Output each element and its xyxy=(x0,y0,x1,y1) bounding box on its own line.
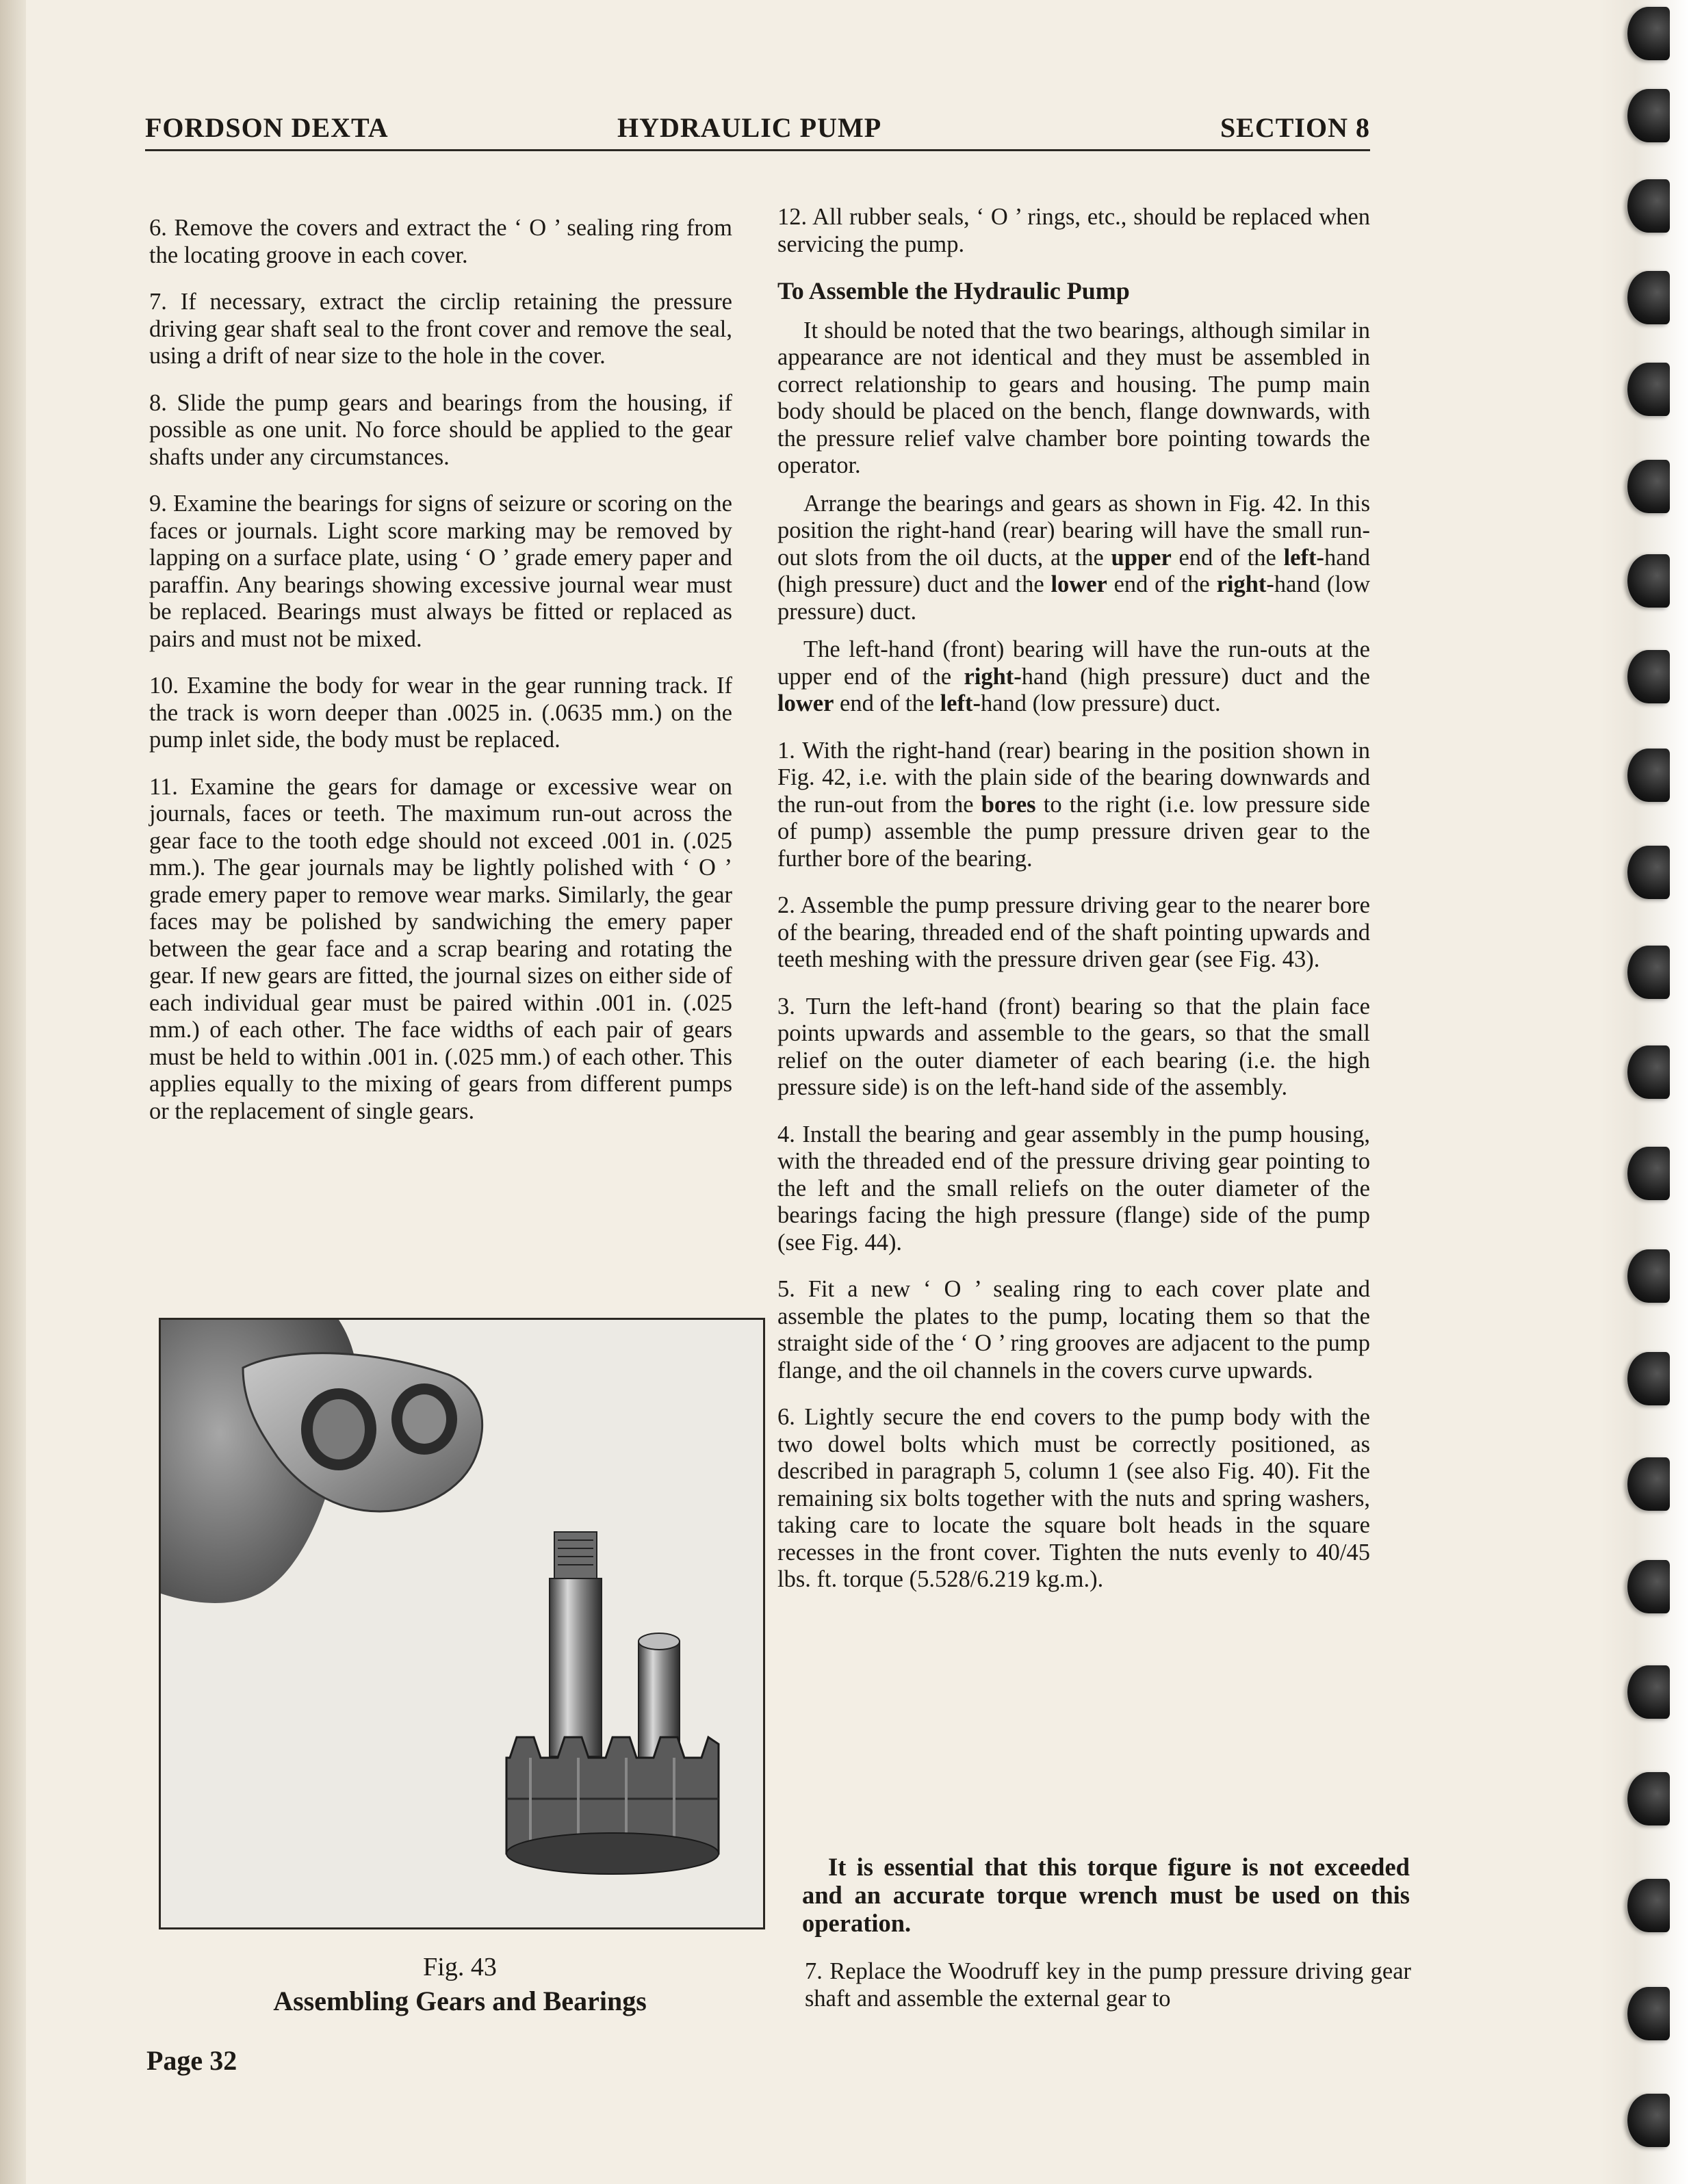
binding-ring xyxy=(1627,89,1670,142)
binding-ring xyxy=(1627,1665,1670,1719)
step-1: 1. With the right-hand (rear) bearing in the position shown in Fig. 42, i.e. with the plain side of the bearing downwards and the run-out from the bores to the right (i.e. low pressure side of pump) assemble the pump pressure driven gear to the further bore of the bearing. xyxy=(777,737,1370,872)
paragraph-8: 8. Slide the pump gears and bearings from the housing, if possible as one unit. No force should be applied to the gear shafts under any circumstances. xyxy=(149,389,732,470)
step-6: 6. Lightly secure the end covers to the pump body with the two dowel bolts which must be correctly positioned, as described in paragraph 5, column 1 (see also Fig. 40). Fit the remaining six bolts together with the nuts and spring washers, taking care to locate the square bolt heads in the square recesses in the front cover. Tighten the nuts evenly to 40/45 lbs. ft. torque (5.528/6.219 kg.m.). xyxy=(777,1404,1370,1592)
binding-ring xyxy=(1627,846,1670,899)
figure-caption xyxy=(159,1950,761,2018)
paragraph-11: 11. Examine the gears for damage or excessive wear on journals, faces or teeth. The maximum run-out across the gear face to the tooth edge should not exceed .001 in. (.025 mm.). The gear journals may be lightly polished with ‘ O ’ grade emery paper to remove wear marks. Similarly, the gear faces may be polished by sandwiching the emery paper between the gear face and a scrap bearing and rotating the gear. If new gears are fitted, the journal sizes on either side of each individual gear must be paired within .001 in. (.025 mm.) of each other. The face widths of each pair of gears must be held to within .001 in. (.025 mm.) of each other. This applies equally to the mixing of gears from different pumps or the replacement of single gears. xyxy=(149,773,732,1124)
binding-strip xyxy=(1600,0,1689,2184)
binding-ring xyxy=(1627,460,1670,513)
binding-ring xyxy=(1627,1045,1670,1099)
figure-43-photo xyxy=(159,1318,765,1929)
figure-title: Assembling Gears and Bearings xyxy=(273,1986,647,2016)
intro-paragraph-3: The left-hand (front) bearing will have the run-outs at the upper end of the right-hand (high pressure) duct and the lower end of the left-hand (low pressure) duct. xyxy=(777,636,1370,716)
torque-warning: It is essential that this torque figure is not exceeded and an accurate torque wrench must be used on this operation. xyxy=(802,1853,1410,1937)
step-2: 2. Assemble the pump pressure driving gear to the nearer bore of the bearing, threaded end of the shaft pointing upwards and teeth meshing with the pressure driven gear (see Fig. 43). xyxy=(777,892,1370,972)
gear-assembly-photo xyxy=(161,1320,763,1927)
binding-ring xyxy=(1627,749,1670,802)
binding-ring xyxy=(1627,554,1670,608)
paragraph-7: 7. If necessary, extract the circlip retaining the pressure driving gear shaft seal to the front cover and remove the seal, using a drift of near size to the hole in the cover. xyxy=(149,289,732,369)
intro-paragraph-1: It should be noted that the two bearings, although similar in appearance are not identical and they must be assembled in correct relationship to gears and housing. The pump main body should be placed on the bench, flange downwards, with the pressure relief valve chamber bore pointing towards the operator. xyxy=(777,317,1370,478)
binding-ring xyxy=(1627,1147,1670,1200)
binding-ring xyxy=(1627,1352,1670,1405)
section-label: SECTION 8 xyxy=(1220,112,1370,143)
intro-paragraph-2: Arrange the bearings and gears as shown in Fig. 42. In this position the right-hand (rear) bearing will have the small run-out slots from the oil ducts, at the upper end of the left-hand (high pressure) duct and the lower end of the right-hand (low pressure) duct. xyxy=(777,490,1371,625)
binding-ring xyxy=(1627,1249,1670,1303)
right-column xyxy=(777,204,1370,1613)
binding-ring xyxy=(1627,2094,1670,2147)
left-column xyxy=(149,215,732,1145)
step-7: 7. Replace the Woodruff key in the pump pressure driving gear shaft and assemble the external gear to xyxy=(805,1958,1411,2012)
page-number: Page 32 xyxy=(146,2045,237,2076)
section-heading: To Assemble the Hydraulic Pump xyxy=(777,277,1130,304)
binding-ring xyxy=(1627,179,1670,233)
binding-ring xyxy=(1627,7,1670,60)
step-4: 4. Install the bearing and gear assembly in the pump housing, with the threaded end of the pressure driving gear pointing to the left and the small reliefs on the outer diameter of the bearings facing the high pressure (flange) side of the pump (see Fig. 44). xyxy=(777,1121,1370,1256)
paragraph-6: 6. Remove the covers and extract the ‘ O ’ sealing ring from the locating groove in each cover. xyxy=(149,215,732,268)
step-5: 5. Fit a new ‘ O ’ sealing ring to each cover plate and assemble the plates to the pump, locating them so that the straight side of the ‘ O ’ ring grooves are adjacent to the pump flange, and the oil channels in the covers curve upwards. xyxy=(777,1276,1370,1383)
figure-number: Fig. 43 xyxy=(423,1953,497,1981)
binding-ring xyxy=(1627,1772,1670,1825)
binding-ring xyxy=(1627,363,1670,416)
page-header xyxy=(145,94,1370,151)
binding-ring xyxy=(1627,946,1670,999)
page-edge xyxy=(0,0,26,2184)
manual-title: FORDSON DEXTA xyxy=(145,112,389,143)
paragraph-9: 9. Examine the bearings for signs of seizure or scoring on the faces or journals. Light score marking may be removed by lapping on a surface plate, using ‘ O ’ grade emery paper and paraffin. Any bearings showing excessive journal wear must be replaced. Bearings must always be fitted or replaced as pairs and must not be mixed. xyxy=(149,491,732,652)
paragraph-10: 10. Examine the body for wear in the gear running track. If the track is worn deeper than .0025 in. (.0635 mm.) on the pump inlet side, the body must be replaced. xyxy=(149,673,732,753)
binding-ring xyxy=(1627,1457,1670,1511)
chapter-title: HYDRAULIC PUMP xyxy=(617,112,882,143)
binding-ring xyxy=(1627,271,1670,324)
step-3: 3. Turn the left-hand (front) bearing so that the plain face points upwards and assemble to the gears, so that the small relief on the outer diameter of each bearing (i.e. the high pressure side) is on the left-hand side of the assembly. xyxy=(777,993,1370,1100)
binding-ring xyxy=(1627,1879,1670,1932)
binding-ring xyxy=(1627,1560,1670,1613)
paragraph-12: 12. All rubber seals, ‘ O ’ rings, etc., should be replaced when servicing the pump. xyxy=(777,204,1370,257)
binding-ring xyxy=(1627,650,1670,703)
binding-ring xyxy=(1627,1987,1670,2040)
